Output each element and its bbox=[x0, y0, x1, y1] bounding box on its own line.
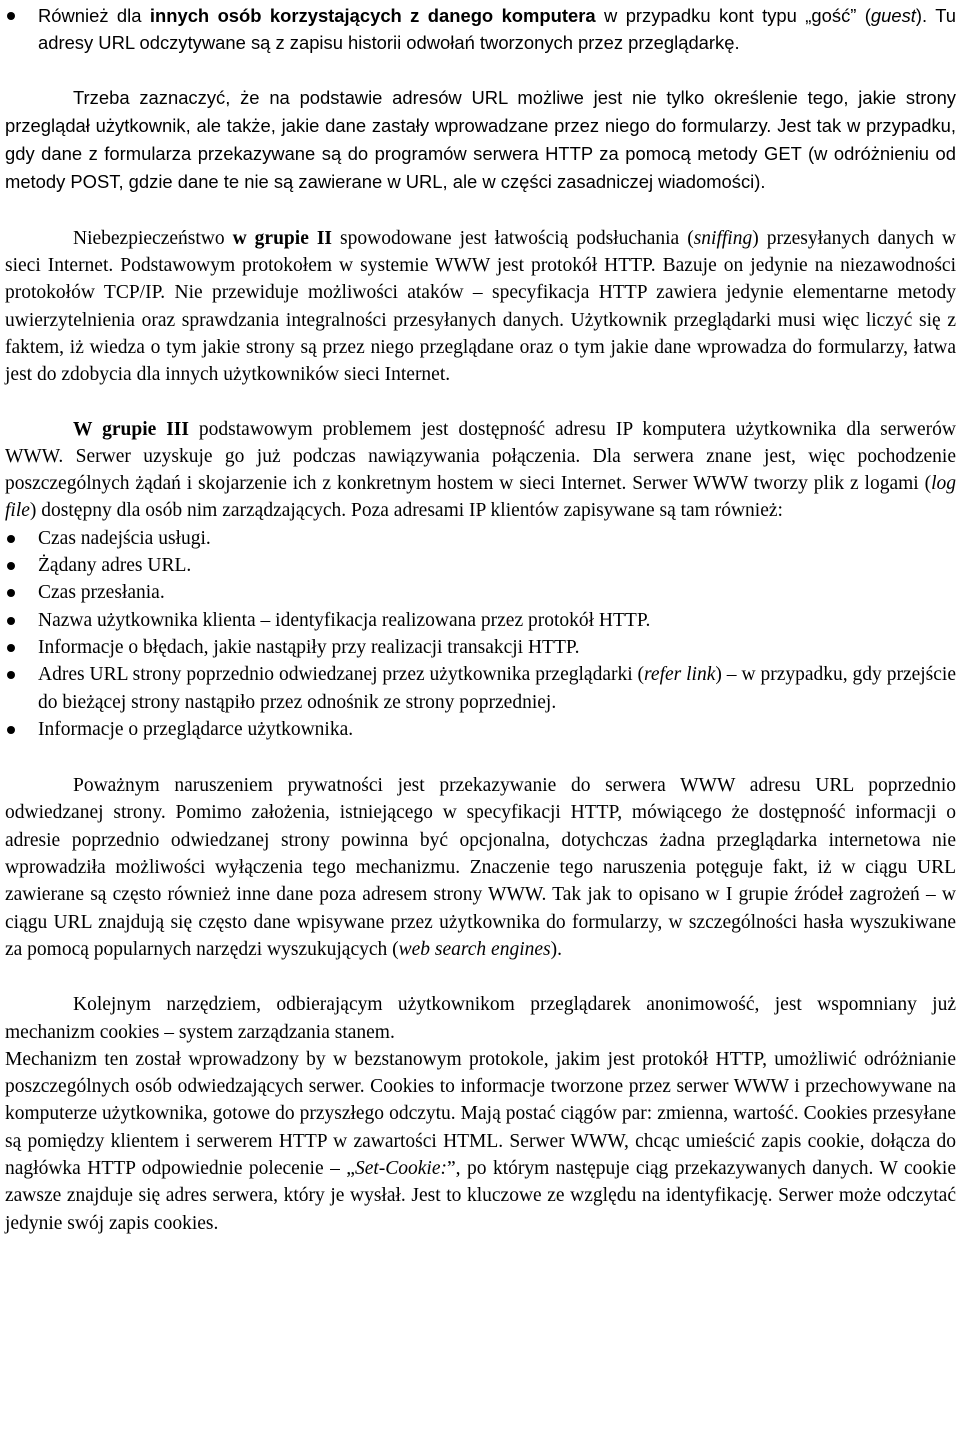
bold-text: innych osób korzystających z danego komputera bbox=[149, 5, 596, 26]
text: Również dla bbox=[38, 5, 150, 26]
list-item-text: Informacje o przeglądarce użytkownika. bbox=[38, 718, 354, 740]
bullet-icon bbox=[7, 535, 15, 543]
paragraph-group-ii bbox=[5, 225, 956, 389]
text: ). bbox=[550, 938, 562, 960]
text: Niebezpieczeństwo bbox=[73, 227, 233, 249]
list-item-text: Żądany adres URL. bbox=[38, 555, 192, 577]
text: ”, po którym następuje ciąg przekazywanych danych. W cookie zawsze znajduje się adres serwera, który je wysłał. Jest to kluczowe ze względu na identyfikację. Serwer może odczytać jedynie swój zapis cookies. bbox=[5, 1157, 956, 1234]
list-item bbox=[5, 634, 956, 661]
paragraph-cookies-intro: Kolejnym narzędziem, odbierającym użytkownikom przeglądarek anonimowość, jest wspomniany już mechanizm cookies – system zarządzania stanem. bbox=[5, 994, 956, 1043]
text: ) – w przypadku, gdy przejście do bieżącej strony nastąpiło przez odnośnik ze strony poprzedniej. bbox=[38, 664, 957, 713]
paragraph-url-forms bbox=[5, 84, 956, 197]
list-item-text: Czas przesłania. bbox=[38, 582, 165, 604]
bullet-icon bbox=[7, 589, 15, 597]
list-item bbox=[5, 2, 956, 57]
log-fields-list bbox=[5, 525, 956, 743]
bullet-icon bbox=[7, 12, 15, 20]
italic-text: guest bbox=[870, 5, 916, 26]
italic-text: sniffing bbox=[693, 227, 753, 249]
text: w przypadku kont typu „gość” ( bbox=[595, 5, 871, 26]
list-item bbox=[5, 579, 956, 606]
list-item bbox=[5, 716, 956, 743]
paragraph-group-iii bbox=[5, 416, 956, 525]
bullet-icon bbox=[7, 562, 15, 570]
text: Mechanizm ten został wprowadzony by w bezstanowym protokole, jakim jest protokół HTTP, umożliwić odróżnianie poszczególnych osób odwiedzających serwer. Cookies to informacje tworzone przez serwer WWW i przechowywane na komputerze użytkownika, gotowe do przyszłego odczytu. Mają postać ciągów par: zmienna, wartość. Cookies przesyłane są pomiędzy klientem i serwerem HTTP w zawartości HTML. Serwer WWW, chcąc umieścić zapis cookie, dołącza do nagłówka HTTP odpowiednie polecenie – „ bbox=[5, 1048, 956, 1179]
paragraph-privacy-violation bbox=[5, 772, 956, 963]
text: ) dostępny dla osób nim zarządzających. Poza adresami IP klientów zapisywane są tam również: bbox=[29, 500, 783, 522]
text: ) przesyłanych danych w sieci Internet. Podstawowym protokołem w systemie WWW jest protokół HTTP. Bazuje on jedynie na niezawodności protokołów TCP/IP. Nie przewiduje możliwości ataków – specyfikacja HTTP zawiera jedynie elementarne metody uwierzytelnienia oraz sprawdzania integralności przesyłanych danych. Użytkownik przeglądarki musi więc liczyć się z faktem, iż wiedza o tym jakie strony są przez niego przeglądane oraz o tym jakie dane wprowadza do formularzy, łatwa jest do zdobycia dla innych użytkowników sieci Internet. bbox=[5, 227, 956, 386]
top-bullet-list bbox=[5, 0, 956, 57]
text: Poważnym naruszeniem prywatności jest przekazywanie do serwera WWW adresu URL poprzednio odwiedzanej strony. Pomimo założenia, istniejącego w specyfikacji HTTP, mówiącego że dostępność informacji o adresie poprzednio odwiedzanej strony powinna być opcjonalna, dotychczas żadna przeglądarka internetowa nie wprowadziła możliwości wyłączenia tego mechanizmu. Znaczenie tego naruszenia potęguje fakt, iż w ciągu URL zawierane są często również inne dane poza adresem strony WWW. Tak jak to opisano w I grupie źródeł zagrożeń – w ciągu URL znajdują się często dane wpisywane przez użytkownika do formularzy, w szczególności hasła wyszukiwane za pomocą popularnych narzędzi wyszukujących ( bbox=[5, 775, 956, 960]
italic-text: refer link bbox=[644, 664, 716, 686]
italic-text: log file bbox=[5, 473, 956, 522]
text: Trzeba zaznaczyć, że na podstawie adresów URL możliwe jest nie tylko określenie tego, jakie strony przeglądał użytkownik, ale także, jakie dane zastały wprowadzane przez niego do formularzy. bbox=[5, 86, 956, 136]
bullet-icon bbox=[7, 617, 15, 625]
list-item bbox=[5, 552, 956, 579]
text: podstawowym problemem jest dostępność adresu IP komputera użytkownika dla serwerów WWW. Serwer uzyskuje go już podczas nawiązywania połączenia. Dla serwera znane jest, więc pochodzenie poszczególnych żądań i skojarzenie ich z konkretnym hostem w sieci Internet. Serwer WWW tworzy plik z logami ( bbox=[5, 418, 956, 495]
bullet-icon bbox=[7, 644, 15, 652]
list-item-text: Informacje o błędach, jakie nastąpiły przy realizacji transakcji HTTP. bbox=[38, 636, 580, 658]
bold-text: w grupie II bbox=[232, 227, 333, 249]
text: spowodowane jest łatwością podsłuchania ( bbox=[332, 227, 694, 249]
bold-text: W grupie III bbox=[73, 418, 189, 440]
text: Jest tak w przypadku, gdy dane z formularza przekazywane są do programów serwera HTTP za pomocą metody GET (w odróżnieniu od metody POST, gdzie dane te nie są zawierane w URL, ale w części zasadniczej wiadomości). bbox=[5, 114, 956, 193]
italic-text: Set-Cookie: bbox=[354, 1157, 447, 1179]
list-item bbox=[5, 661, 956, 716]
text: Adres URL strony poprzednio odwiedzanej przez użytkownika przeglądarki ( bbox=[38, 664, 645, 686]
bullet-icon bbox=[7, 726, 15, 734]
italic-text: web search engines bbox=[398, 938, 551, 960]
list-item bbox=[5, 525, 956, 552]
paragraph-cookies-mechanism bbox=[5, 1046, 956, 1237]
text: ). Tu adresy URL odczytywane są z zapisu historii odwołań tworzonych przez przeglądarkę. bbox=[38, 5, 957, 54]
list-item-text: Nazwa użytkownika klienta – identyfikacja realizowana przez protokół HTTP. bbox=[38, 609, 651, 631]
list-item-text: Czas nadejścia usługi. bbox=[38, 527, 211, 549]
bullet-icon bbox=[7, 671, 15, 679]
list-item bbox=[5, 607, 956, 634]
